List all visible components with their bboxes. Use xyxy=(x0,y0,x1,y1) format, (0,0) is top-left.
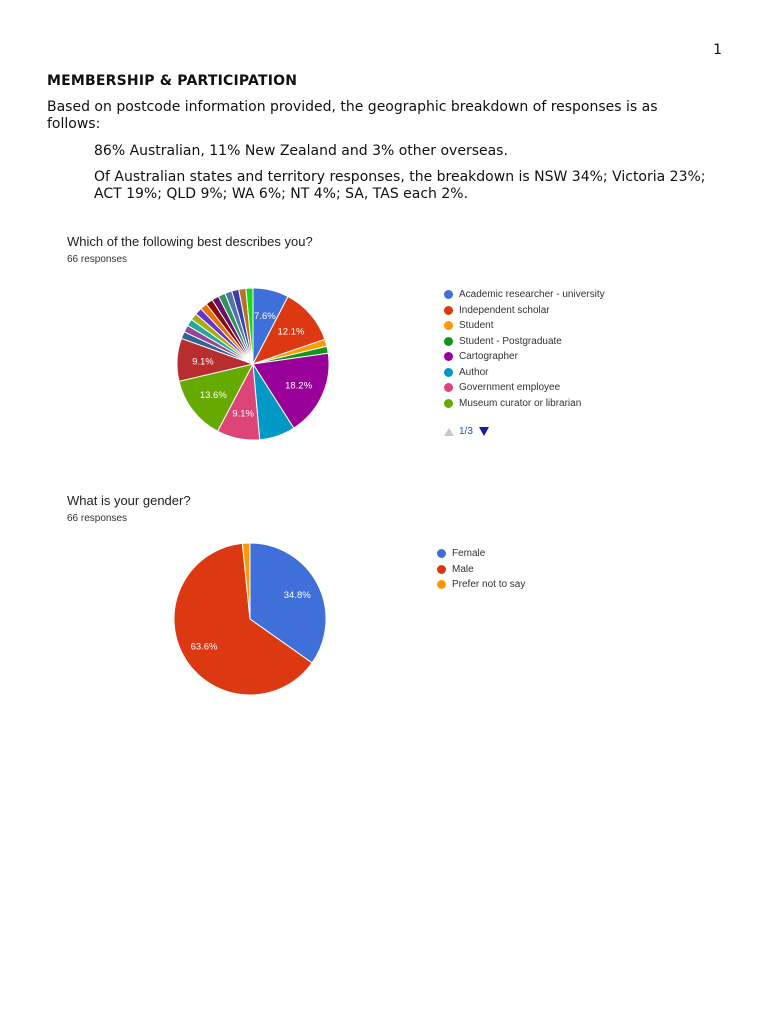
pager-label: 1/3 xyxy=(459,426,473,437)
legend-swatch xyxy=(444,321,453,330)
page-number: 1 xyxy=(713,42,722,58)
legend-item xyxy=(444,303,605,319)
gender-chart-title: What is your gender? xyxy=(67,493,191,508)
pager-next-icon[interactable] xyxy=(479,427,489,436)
legend-item xyxy=(444,349,605,365)
legend-item xyxy=(444,287,605,303)
legend-swatch xyxy=(437,580,446,589)
legend-swatch xyxy=(444,383,453,392)
section-heading: MEMBERSHIP & PARTICIPATION xyxy=(47,73,298,89)
legend-item xyxy=(444,380,605,396)
legend-item xyxy=(444,396,605,412)
legend-item xyxy=(444,365,605,381)
legend-label: Government employee xyxy=(459,382,561,394)
slice-label: 63.6% xyxy=(190,641,218,653)
slice-label: 9.1% xyxy=(232,408,254,420)
legend-swatch xyxy=(444,306,453,315)
legend-label: Independent scholar xyxy=(459,304,550,316)
legend-label: Academic researcher - university xyxy=(459,289,605,301)
legend-swatch xyxy=(444,399,453,408)
legend-label: Author xyxy=(459,366,489,378)
legend-item xyxy=(444,334,605,350)
slice-label: 9.1% xyxy=(192,356,214,368)
legend-swatch xyxy=(444,290,453,299)
role-chart-responses: 66 responses xyxy=(67,254,128,265)
legend-item xyxy=(437,562,525,578)
legend-label: Prefer not to say xyxy=(452,579,526,591)
legend-swatch xyxy=(437,549,446,558)
legend-swatch xyxy=(437,565,446,574)
gender-chart-legend xyxy=(437,546,525,593)
legend-item xyxy=(437,577,525,593)
legend-pager[interactable] xyxy=(444,426,489,437)
legend-label: Student xyxy=(459,320,494,332)
state-breakdown-paragraph: Of Australian states and territory responses, the breakdown is NSW 34%; Victoria 23%; ACT 19%; QLD 9%; WA 6%; NT 4%; SA, TAS each 2%. xyxy=(94,169,706,202)
legend-label: Cartographer xyxy=(459,351,518,363)
gender-chart-responses: 66 responses xyxy=(67,513,128,524)
slice-label: 18.2% xyxy=(285,380,313,392)
legend-swatch xyxy=(444,368,453,377)
role-chart-legend xyxy=(444,287,605,411)
intro-paragraph: Based on postcode information provided, the geographic breakdown of responses is as follows: xyxy=(47,99,658,132)
role-chart-title: Which of the following best describes you? xyxy=(67,234,313,249)
legend-swatch xyxy=(444,337,453,346)
legend-label: Student - Postgraduate xyxy=(459,335,562,347)
slice-label: 34.8% xyxy=(283,590,311,602)
legend-label: Female xyxy=(452,548,486,560)
legend-label: Museum curator or librarian xyxy=(459,397,582,409)
legend-label: Male xyxy=(452,563,474,575)
country-breakdown-paragraph: 86% Australian, 11% New Zealand and 3% other overseas. xyxy=(94,143,508,159)
slice-label: 12.1% xyxy=(277,326,305,338)
legend-swatch xyxy=(444,352,453,361)
slice-label: 13.6% xyxy=(199,390,227,402)
pager-prev-icon[interactable] xyxy=(444,428,454,436)
slice-label: 7.6% xyxy=(254,310,276,322)
legend-item xyxy=(437,546,525,562)
legend-item xyxy=(444,318,605,334)
